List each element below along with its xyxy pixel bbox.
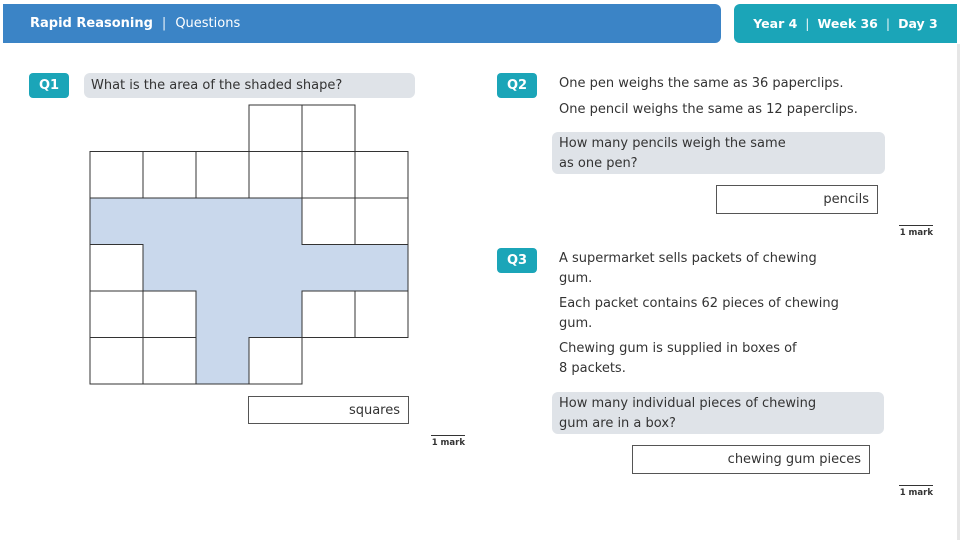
grid-cell-shaded xyxy=(249,198,302,245)
header-title: Rapid Reasoning xyxy=(30,16,153,31)
q3-p2-line1: Each packet contains 62 pieces of chewing xyxy=(559,296,839,311)
grid-cell xyxy=(249,338,302,385)
grid-cell xyxy=(143,291,196,338)
grid-cell-shaded xyxy=(355,245,408,292)
q3-p3-line2: 8 packets. xyxy=(559,361,626,376)
q3-paragraph3 xyxy=(559,339,797,379)
q3-paragraph1 xyxy=(559,249,817,289)
q1-question: What is the area of the shaded shape? xyxy=(84,73,415,98)
q2-line2: One pencil weighs the same as 12 paperclips. xyxy=(559,102,858,117)
grid-cell-shaded xyxy=(143,198,196,245)
header-week: Week 36 xyxy=(817,16,878,31)
q2-mark: 1 mark xyxy=(899,225,933,238)
grid-cell xyxy=(302,105,355,152)
q3-badge: Q3 xyxy=(497,248,537,273)
q3-p1-line1: A supermarket sells packets of chewing xyxy=(559,251,817,266)
grid-cell xyxy=(196,152,249,199)
q2-answer-box[interactable] xyxy=(716,185,878,214)
grid-cell xyxy=(355,291,408,338)
q2-question-line1: How many pencils weigh the same xyxy=(559,136,786,151)
header-separator: | xyxy=(161,16,167,31)
grid-cell-shaded xyxy=(302,245,355,292)
grid-cell xyxy=(249,152,302,199)
grid-cell-shaded xyxy=(90,198,143,245)
q3-question-line1: How many individual pieces of chewing xyxy=(559,396,817,411)
q1-badge: Q1 xyxy=(29,73,69,98)
grid-cell xyxy=(90,152,143,199)
grid-cell-shaded xyxy=(196,338,249,385)
grid-cell xyxy=(302,152,355,199)
q2-answer-unit: pencils xyxy=(823,192,869,207)
header-separator: | xyxy=(885,16,891,31)
grid-cell-shaded xyxy=(249,291,302,338)
grid-cell xyxy=(90,338,143,385)
grid-cell xyxy=(143,338,196,385)
q3-p3-line1: Chewing gum is supplied in boxes of xyxy=(559,341,797,356)
q2-badge: Q2 xyxy=(497,73,537,98)
q1-mark: 1 mark xyxy=(431,435,465,448)
q3-answer-unit: chewing gum pieces xyxy=(727,452,861,467)
q3-paragraph2 xyxy=(559,294,839,334)
header-year: Year 4 xyxy=(753,16,798,31)
grid-cell-shaded xyxy=(196,198,249,245)
q3-question-line2: gum are in a box? xyxy=(559,416,676,431)
q1-answer-box[interactable] xyxy=(248,396,409,424)
q3-p1-line2: gum. xyxy=(559,271,593,286)
q2-line1: One pen weighs the same as 36 paperclips. xyxy=(559,76,844,91)
q1-answer-unit: squares xyxy=(348,402,400,418)
grid-cell xyxy=(302,291,355,338)
grid-cell xyxy=(355,152,408,199)
grid-cell xyxy=(143,152,196,199)
grid-cell xyxy=(249,105,302,152)
q3-mark: 1 mark xyxy=(899,485,933,498)
header-separator: | xyxy=(805,16,810,31)
grid-cell xyxy=(90,245,143,292)
header-section: Questions xyxy=(175,16,241,31)
grid-cell-shaded xyxy=(196,291,249,338)
q2-question xyxy=(552,132,885,174)
q3-question xyxy=(552,392,884,434)
q3-answer-box[interactable] xyxy=(632,445,870,474)
grid-cell-shaded xyxy=(249,245,302,292)
grid-cell xyxy=(302,198,355,245)
grid-cell xyxy=(90,291,143,338)
grid-cell-shaded xyxy=(196,245,249,292)
grid-cell xyxy=(355,198,408,245)
header-day: Day 3 xyxy=(898,16,938,31)
grid-cell-shaded xyxy=(143,245,196,292)
q3-p2-line2: gum. xyxy=(559,316,593,331)
q2-question-line2: as one pen? xyxy=(559,156,638,171)
